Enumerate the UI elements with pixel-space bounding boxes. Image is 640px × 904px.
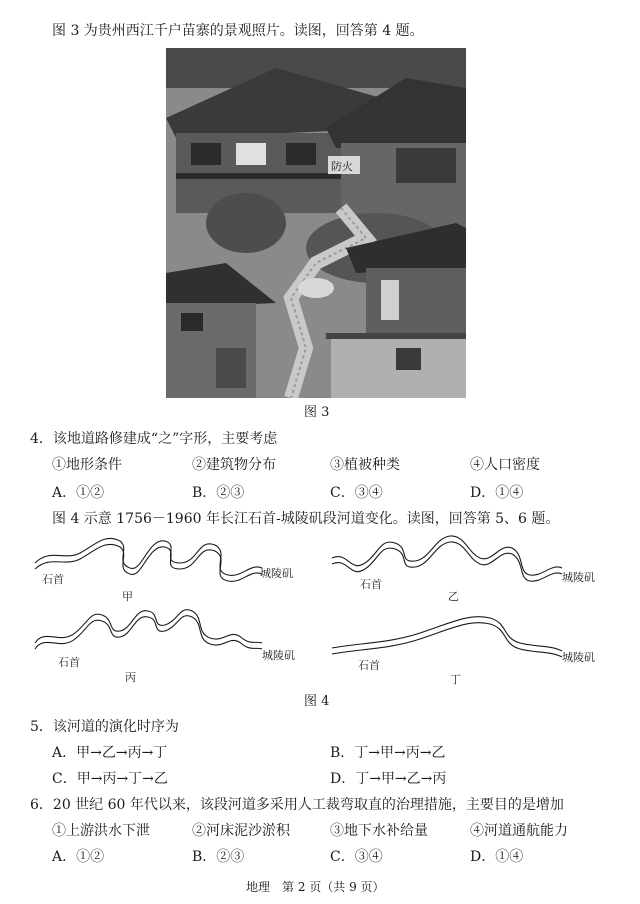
fig4-intro: 图 4 示意 1756－1960 年长江石首-城陵矶段河道变化。读图，回答第 5、6 题。	[52, 511, 560, 527]
q6-item-3: ③地下水补给量	[330, 823, 428, 839]
panel-jia-start: 石首	[42, 573, 64, 586]
fig3-intro: 图 3 为贵州西江千户苗寨的景观照片。读图，回答第 4 题。	[52, 23, 424, 39]
q4-choice-a[interactable]: A．①②	[52, 485, 105, 501]
q4-choice-d[interactable]: D．①④	[470, 485, 524, 501]
q5-choice-c[interactable]: C．甲→丙→丁→乙	[52, 771, 168, 787]
panel-bing-label: 丙	[125, 671, 136, 684]
panel-yi-label: 乙	[448, 590, 459, 603]
q6-choice-a[interactable]: A．①②	[52, 849, 105, 865]
fig4-caption: 图 4	[304, 694, 330, 709]
panel-bing-start: 石首	[58, 656, 80, 669]
panel-yi-end: 城陵矶	[562, 571, 595, 584]
page-footer: 地理 第 2 页（共 9 页）	[246, 880, 385, 894]
q6-item-2: ②河床泥沙淤积	[192, 823, 290, 839]
q4-stem: 4．该地道路修建成“之”字形，主要考虑	[30, 431, 278, 447]
panel-yi-start: 石首	[360, 578, 382, 591]
q4-item-3: ③植被种类	[330, 457, 400, 473]
q5-choice-b[interactable]: B．丁→甲→丙→乙	[330, 745, 446, 761]
fire-sign-text: 防火	[331, 160, 353, 173]
panel-ding-start: 石首	[358, 659, 380, 672]
miao-village-photo	[166, 48, 466, 398]
river-channel-figure	[30, 533, 610, 688]
fig3-caption: 图 3	[304, 405, 330, 420]
q6-choice-b[interactable]: B．②③	[192, 849, 245, 865]
q4-item-4: ④人口密度	[470, 457, 540, 473]
panel-bing-end: 城陵矶	[262, 649, 295, 662]
q6-item-4: ④河道通航能力	[470, 823, 568, 839]
river-panel-bing	[35, 610, 295, 684]
q4-choice-c[interactable]: C．③④	[330, 485, 383, 501]
q6-choice-c[interactable]: C．③④	[330, 849, 383, 865]
q4-choice-b[interactable]: B．②③	[192, 485, 245, 501]
panel-ding-label: 丁	[450, 673, 461, 686]
q4-item-1: ①地形条件	[52, 457, 122, 473]
q6-choice-d[interactable]: D．①④	[470, 849, 524, 865]
river-panel-jia	[35, 538, 293, 603]
fire-sign	[328, 156, 360, 174]
river-panel-ding	[332, 617, 595, 686]
panel-ding-end: 城陵矶	[562, 651, 595, 664]
q5-stem: 5．该河道的演化时序为	[30, 719, 179, 735]
q5-choice-a[interactable]: A．甲→乙→丙→丁	[52, 745, 168, 761]
river-panel-yi	[332, 536, 595, 603]
panel-jia-end: 城陵矶	[260, 567, 293, 580]
q6-stem: 6．20 世纪 60 年代以来，该段河道多采用人工裁弯取直的治理措施，主要目的是增加	[30, 797, 564, 813]
q4-item-2: ②建筑物分布	[192, 457, 276, 473]
panel-jia-label: 甲	[122, 590, 133, 603]
q6-item-1: ①上游洪水下泄	[52, 823, 150, 839]
q5-choice-d[interactable]: D．丁→甲→乙→丙	[330, 771, 447, 787]
